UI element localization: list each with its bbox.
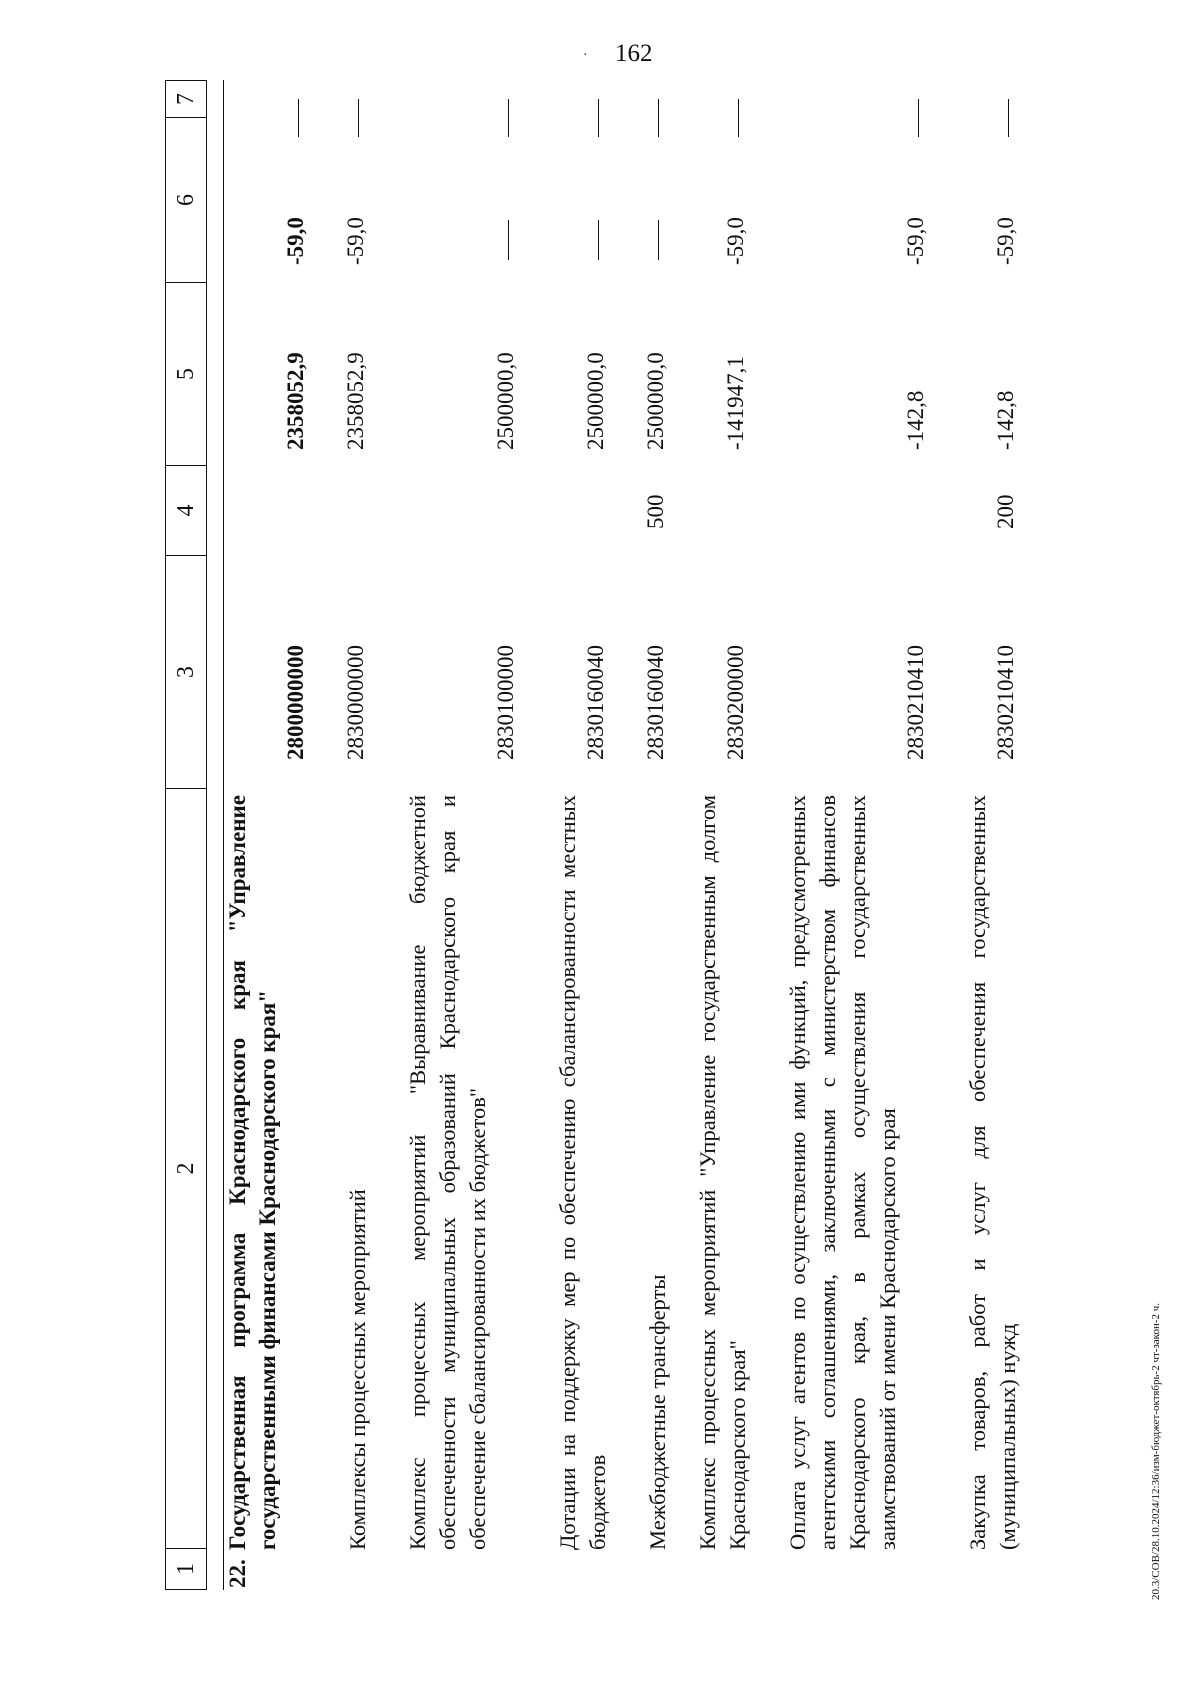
row-8-col7-dash [1008,99,1009,137]
row-1-number: 22. [225,1559,250,1588]
row-5-code: 2830160040 [643,645,668,760]
row-2-code: 2830000000 [343,645,368,760]
row-5-col7-dash [658,99,659,137]
row-6-code: 2830200000 [723,645,748,760]
row-2-col7-dash [358,99,359,137]
row-3-change-dash [508,220,509,260]
row-3-code: 2830100000 [493,645,518,760]
row-8-description: Закупка товаров, работ и услуг для обеспечения государственных (муниципальных) нужд [965,795,1020,1550]
row-7-code: 2830210410 [903,645,928,760]
row-1-description: 22. Государственная программа Краснодарского края "Управление государственными финансами Краснодарского края" [225,795,280,1588]
row-4-description: Дотации на поддержку мер по обеспечению сбалансированности местных бюджетов [555,795,610,1550]
footer-code: 20.3/СОВ/28.10.2024/12:36/изм-бюджет-октябрь-2 чт-закон-2 ч. [1150,1302,1162,1600]
row-6-description: Комплекс процессных мероприятий "Управление государственным долгом Краснодарского края" [695,795,750,1550]
row-4-amount: 2500000,0 [583,352,608,450]
row-7-amount: -142,8 [903,390,928,450]
row-4-col7-dash [598,99,599,137]
row-1-col7-dash [298,99,299,137]
row-3-description: Комплекс процессных мероприятий "Выравнивание бюджетной обеспеченности муниципальных образований Краснодарского края и обеспечение сбалансированности их бюджетов" [405,795,490,1550]
row-4-change-dash [598,220,599,260]
row-6-change: -59,0 [723,217,748,265]
row-6-amount: -141947,1 [723,356,748,450]
row-2-description: Комплексы процессных мероприятий [345,1189,370,1550]
row-8-type: 200 [993,494,1018,529]
row-2-amount: 2358052,9 [343,352,368,450]
row-1-change: -59,0 [283,217,308,265]
row-8-code: 2830210410 [993,645,1018,760]
row-7-description: Оплата услуг агентов по осуществлению ими функций, предусмотренных агентскими соглашениями, заключенными с министерством финансов Краснодарского края, в рамках осуществления государственных заимствований от имени Краснодарского края [785,795,900,1550]
row-5-type: 500 [643,494,668,529]
header-col-2: 2 [166,789,206,1549]
row-5-change-dash [658,220,659,260]
row-8-change: -59,0 [993,217,1018,265]
row-2-change: -59,0 [343,217,368,265]
header-col-6: 6 [166,118,206,283]
budget-table [165,80,1100,1590]
row-7-change: -59,0 [903,217,928,265]
row-1-amount: 2358052,9 [283,352,308,450]
row-6-col7-dash [738,99,739,137]
row-5-amount: 2500000,0 [643,352,668,450]
row-5-description: Межбюджетные трансферты [645,1274,670,1550]
row-7-col7-dash [918,99,919,137]
row-3-col7-dash [508,99,509,137]
page-number: 162 [615,40,653,67]
row-4-code: 2830160040 [583,645,608,760]
header-col-3: 3 [166,556,206,789]
scan-dot: · [583,48,588,63]
header-col-5: 5 [166,283,206,466]
table-header [165,80,207,1590]
row-8-amount: -142,8 [993,390,1018,450]
row-1-code: 2800000000 [283,645,308,760]
row-3-amount: 2500000,0 [493,352,518,450]
header-col-1: 1 [172,1563,199,1575]
header-col-4: 4 [166,466,206,556]
header-col-7: 7 [166,81,206,118]
